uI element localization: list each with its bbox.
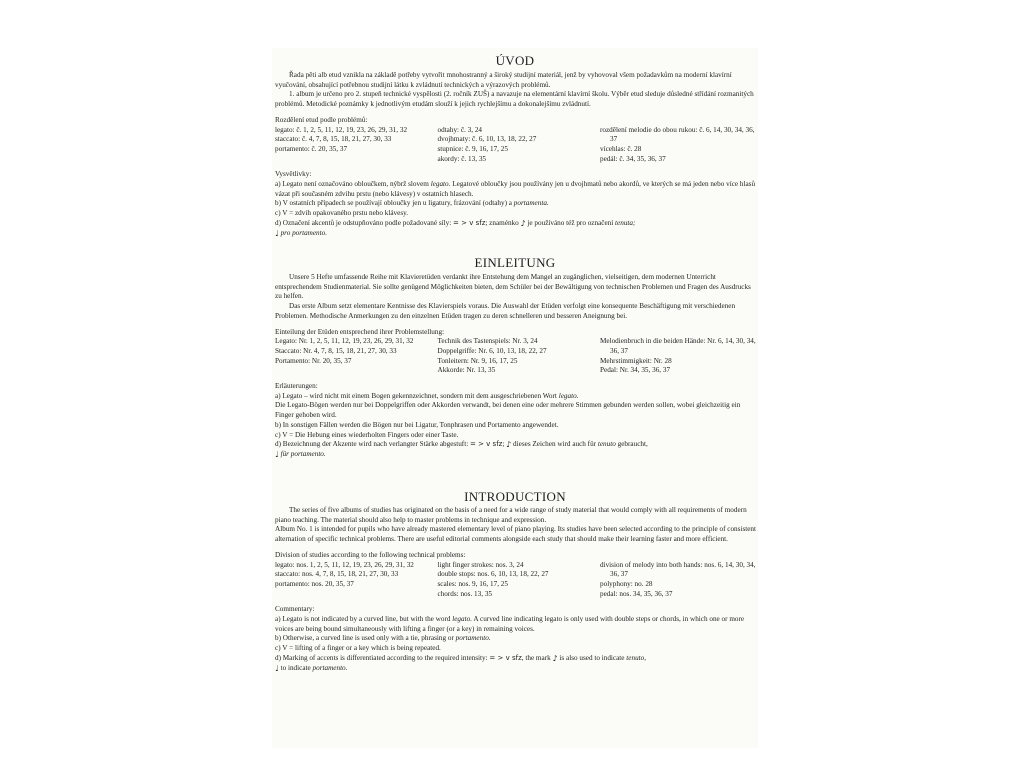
- list-item: dvojhmaty: č. 6, 10, 13, 18, 22, 27: [437, 135, 537, 144]
- de-division-head: Einteilung der Etüden entsprechend ihrer Problemstellung:: [275, 327, 445, 336]
- de-note-c: c) V = Die Hebung eines wiederholten Fingers oder einer Taste.: [275, 430, 459, 439]
- section-title-de: EINLEITUNG: [474, 255, 556, 270]
- en-division-head: Division of studies according to the following technical problems:: [275, 550, 466, 559]
- list-item: Tonleitern: Nr. 9, 16, 17, 25: [437, 356, 518, 365]
- en-note-d: d) Marking of accents is differentiated according to the required intensity: = > v sfz, the mark ♪ is also used to indicate tenuto,: [275, 653, 647, 663]
- cz-commentary: [275, 170, 758, 238]
- en-col-3: [600, 561, 758, 600]
- de-col-2: [438, 337, 596, 376]
- de-note-a-rest: Die Legato-Bögen werden nur bei Doppelgriffen oder Akkorden verwandt, bei denen eine oder mehrere Stimmen gebunden werden sollen, wobei gleichzeitig ein Finger gehoben wird.: [275, 401, 741, 420]
- list-item: Pedal: Nr. 34, 35, 36, 37: [600, 366, 671, 375]
- list-item: akordy: č. 13, 35: [437, 154, 487, 163]
- list-item: scales: nos. 9, 16, 17, 25: [437, 579, 508, 588]
- cz-col-1: [275, 126, 433, 165]
- accent-symbols: = > v sfz: [470, 440, 503, 449]
- de-division: [275, 328, 758, 377]
- de-note-b: b) In sonstigen Fällen werden die Bögen nur bei Ligatur, Tonphrasen und Portamento angewendet.: [275, 420, 559, 429]
- cz-col-3: [600, 126, 758, 165]
- note-icon: ♪: [520, 218, 526, 228]
- list-item: Technik des Tastenspiels: Nr. 3, 24: [437, 337, 538, 346]
- de-note-e: ♩ für portamento.: [275, 449, 326, 459]
- section-cz: [275, 71, 758, 238]
- de-col-3: [600, 337, 758, 376]
- cz-comment-head: Vysvětlivky:: [275, 170, 312, 179]
- list-item: vícehlas: č. 28: [600, 144, 642, 153]
- list-item: portamento: nos. 20, 35, 37: [275, 579, 354, 588]
- list-item: Legato: Nr. 1, 2, 5, 11, 12, 19, 23, 26, 29, 31, 32: [275, 337, 414, 346]
- cz-division: [275, 116, 758, 165]
- list-item: Akkorde: Nr. 13, 35: [437, 366, 496, 375]
- en-note-e: ♩ to indicate portamento.: [275, 663, 348, 673]
- accent-symbols: = > v sfz: [489, 653, 522, 662]
- cz-note-d: d) Označení akcentů je odstupňováno podle požadované síly: = > v sfz; znaménko ♪ je používáno též pro označení tenuta;: [275, 218, 636, 228]
- list-item: Staccato: Nr. 4, 7, 8, 15, 18, 21, 27, 30, 33: [275, 346, 397, 355]
- cz-note-e: ♩ pro portamento.: [275, 228, 328, 238]
- note-tenuto-icon: ♩: [275, 663, 279, 673]
- list-item: portamento: č. 20, 35, 37: [275, 144, 348, 153]
- list-item: double stops: nos. 6, 10, 13, 18, 22, 27: [437, 570, 549, 579]
- list-item: chords: nos. 13, 35: [437, 589, 493, 598]
- section-de: [275, 273, 758, 460]
- list-item: legato: č. 1, 2, 5, 11, 12, 19, 23, 26, 29, 31, 32: [275, 125, 408, 134]
- de-note-d: d) Bezeichnung der Akzente wird nach verlangter Stärke abgestuft: = > v sfz; ♪ dieses Zeichen wird auch für tenuto gebraucht,: [275, 440, 648, 450]
- en-note-b: b) Otherwise, a curved line is used only with a tie, phrasing or portamento.: [275, 634, 491, 643]
- de-note-a: a) Legato – wird nicht mit einem Bogen gekennzeichnet, sondern mit dem ausgeschriebenen Wort legato.: [275, 391, 579, 400]
- list-item: Portamento: Nr. 20, 35, 37: [275, 356, 352, 365]
- cz-note-b: b) V ostatních případech se používají obloučky jen u ligatury, frázování (odtahy) a portamenta.: [275, 199, 549, 208]
- section-en: [275, 506, 758, 673]
- de-col-1: [275, 337, 433, 376]
- en-para-2: Album No. 1 is intended for pupils who have already mastered elementary level of piano playing. Its studies have been selected according to the principle of consistent alternation of specific technical problems. There are useful editorial comments alongside each study that should make their learning faster and more efficient.: [275, 525, 757, 544]
- list-item: pedal: nos. 34, 35, 36, 37: [600, 589, 673, 598]
- en-comment-head: Commentary:: [275, 605, 315, 614]
- cz-note-c: c) V = zdvih opakovaného prstu nebo klávesy.: [275, 209, 409, 218]
- list-item: Doppelgriffe: Nr. 6, 10, 13, 18, 22, 27: [437, 346, 547, 355]
- en-commentary: [275, 605, 758, 673]
- en-para-1: The series of five albums of studies has originated on the basis of a need for a wide range of study material that would comply with all requirements of modern piano teaching. The material should also help to master problems in technique and expression.: [275, 506, 747, 524]
- en-note-c: c) V = lifting of a finger or a key which is being repeated.: [275, 644, 441, 653]
- cz-para-2: 1. album je určeno pro 2. stupeň technické vyspělosti (2. ročník ZUŠ) a navazuje na elementární klavírní školu. Výběr etud sleduje důsledné střídání rozmanitých problémů. Metodické poznámky k jednotlivým etudám slouží k jejich rychlejšímu a dokonalejšímu zvládnutí.: [275, 90, 754, 109]
- list-item: pedál: č. 34, 35, 36, 37: [600, 154, 666, 163]
- en-col-1: [275, 561, 433, 600]
- cz-col-2: [438, 126, 596, 165]
- note-icon: ♪: [506, 440, 512, 450]
- list-item: division of melody into both hands: nos. 6, 14, 30, 34, 36, 37: [600, 560, 756, 579]
- list-item: light finger strokes: nos. 3, 24: [437, 560, 524, 569]
- list-item: rozdělení melodie do obou rukou: č. 6, 14, 30, 34, 36, 37: [600, 125, 755, 144]
- list-item: Mehrstimmigkeit: Nr. 28: [600, 356, 672, 365]
- note-icon: ♪: [552, 653, 558, 663]
- en-division: [275, 551, 758, 600]
- section-title-en: INTRODUCTION: [464, 489, 566, 504]
- list-item: polyphony: no. 28: [600, 579, 653, 588]
- en-col-2: [438, 561, 596, 600]
- cz-division-head: Rozdělení etud podle problémů:: [275, 115, 368, 124]
- de-para-1: Unsere 5 Hefte umfassende Reihe mit Klavieretüden verdankt ihre Entstehung dem Mangel an zugänglichen, vielseitigen, dem modernen Unterricht entsprechendem Studienmaterial. Sie sollte genügend Möglichkeiten bieten, dem Schüler bei der Bewältigung von technischen Problemen und Fragen des Ausdrucks zu helfen.: [275, 273, 751, 301]
- cz-para-1: Řada pěti alb etud vznikla na základě potřeby vytvořit mnohostranný a široký studijní materiál, jenž by vyhovoval všem požadavkům na moderní klavírní vyučování, obsahující potřebnou studijní látku k zvládnutí technických a výrazových problémů.: [275, 71, 732, 89]
- list-item: staccato: č. 4, 7, 8, 15, 18, 21, 27, 30, 33: [275, 135, 392, 144]
- note-tenuto-icon: ♩: [275, 449, 279, 459]
- list-item: odtahy: č. 3, 24: [437, 125, 483, 134]
- de-para-2: Das erste Album setzt elementare Kentnisse des Klavierspiels voraus. Die Auswahl der Etüden verfolgt eine konsequente Beschäftigung mit verschiedenen Problemen. Methodische Anmerkungen zu den einzelnen Etüden tragen zu deren schnelleren und besseren Aneignung bei.: [275, 302, 736, 320]
- en-note-a: a) Legato is not indicated by a curved line, but with the word legato. A curved line indicating legato is only used with double steps or chords, in which one or more voices are being bound simultaneously with lifting a finger (or a key) in remaining voices.: [275, 615, 745, 633]
- accent-symbols: = > v sfz: [453, 218, 486, 227]
- note-tenuto-icon: ♩: [275, 228, 279, 238]
- list-item: staccato: nos. 4, 7, 8, 15, 18, 21, 27, 30, 33: [275, 570, 399, 579]
- list-item: Melodienbruch in die beiden Hände: Nr. 6, 14, 30, 34, 36, 37: [600, 337, 756, 355]
- cz-note-a: a) Legato není označováno obloučkem, nýbrž slovem legato. Legatové obloučky jsou používány jen u dvojhmatů nebo akordů, ve kterých se má jeden nebo více hlasů vázat při současném zdvihu prstu (nebo klávesy) v ostatních hlasech.: [275, 180, 756, 198]
- list-item: legato: nos. 1, 2, 5, 11, 12, 19, 23, 26, 29, 31, 32: [275, 560, 414, 569]
- section-title-cz: ÚVOD: [495, 53, 535, 68]
- de-commentary: [275, 382, 758, 460]
- de-comment-head: Erläuterungen:: [275, 382, 318, 391]
- list-item: stupnice: č. 9, 16, 17, 25: [437, 144, 508, 153]
- document-page: [272, 48, 758, 748]
